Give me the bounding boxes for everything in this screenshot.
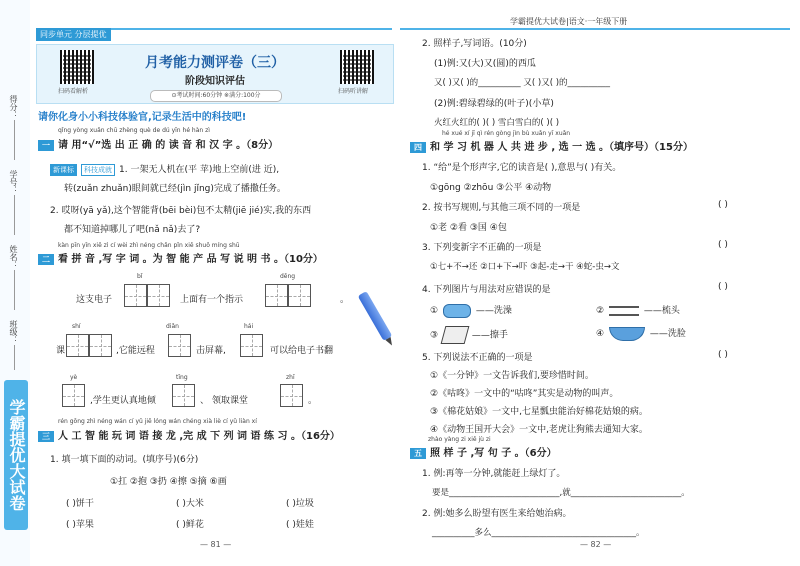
pinyin-bi: bǐ [137,273,143,280]
comb-icon [609,306,639,316]
question-1-line-1 [50,162,279,176]
line-3-text-e: 。 [308,396,318,406]
blank-1[interactable]: ( )饼干 [66,499,94,509]
blank-5[interactable]: ( )鲜花 [176,520,204,530]
answer-paren[interactable]: ( ) [718,350,728,360]
exam-info: ⊙考试时间:60分钟 ※满分:100分 [150,90,282,102]
student-number-label: 学号： [9,170,18,194]
stylus-pen-icon [358,291,393,341]
line-3-text-b: ,学生更认真地倾 [90,396,156,406]
section-1-heading [38,136,278,151]
example-2-blanks[interactable]: 火红火红的( )( ) 雪白雪白的( )( ) [434,118,560,128]
section-2-title: 看 拼 音 ,写 字 词 。为 智 能 产 品 写 说 明 书 。（10分） [58,254,323,265]
blank-4[interactable]: ( )苹果 [66,520,94,530]
writing-grid[interactable] [172,384,195,407]
student-number-line [14,195,15,235]
section-4-pinyin: hé xué xí jī qì rén gòng jìn bù xuǎn yī xuǎn [442,130,571,137]
series-title: 学霸提优大试卷|语文·一年级下册 [510,17,628,26]
option-b [596,303,680,316]
option-label: ① [430,306,439,316]
section-5-heading [410,444,557,459]
page-number: — 82 — [580,540,612,549]
option-d [596,326,686,341]
score-label: 得分： [9,95,18,119]
wash-basin-icon [609,327,645,341]
blank-2[interactable]: ( )大米 [176,499,204,509]
example-2: (2)例:碧绿碧绿的(叶子)(小草) [434,99,554,109]
section-2-pinyin: kàn pīn yīn xiě zì cí wèi zhì néng chǎn pǐn xiě shuō míng shū [58,242,240,249]
option-label: ③ [430,330,439,341]
qr-caption-left: 扫码看解析 [58,88,89,95]
question-text: 1. 一架无人机在(平 苹)地上空前(进 近), [119,165,280,175]
binding-spine [0,0,30,566]
name-line [14,270,15,310]
section-number: 三 [38,431,54,442]
writing-grid[interactable] [280,384,303,407]
class-label: 班级： [9,320,18,344]
line-3-text-c: 、 [200,396,210,406]
exam-title: 月考能力测评卷（三） [145,55,285,71]
writing-grid[interactable] [66,334,89,357]
pinyin-hai: hái [244,323,254,330]
s4-question-2: 2. 按书写规则,与其他三项不同的一项是 [422,203,581,213]
new-standard-tag: 新课标 [50,164,77,176]
question-2-title: 2. 照样子,写词语。(10分) [422,39,527,49]
right-page [400,0,800,566]
pinyin-ting: tīng [176,374,188,381]
s4-q5-option-3: ③《棉花姑娘》一文中,七星瓢虫能治好棉花姑娘的病。 [430,407,648,417]
s4-question-5: 5. 下列说法不正确的一项是 [422,353,533,363]
pinyin-deng: dēng [280,273,296,280]
writing-grid[interactable] [288,284,311,307]
option-label: ④ [596,329,605,339]
question-1-line-2: 转(zuǎn zhuǎn)眼间就已经(jìn jǐng)完成了播撒任务。 [64,184,286,194]
pinyin-zhi: zhī [286,374,295,381]
section-2-heading [38,250,323,265]
option-text: ——梳头 [643,306,680,316]
section-4-title: 和 学 习 机 器 人 共 进 步 , 选 一 选 。（填序号）（15分） [430,142,693,153]
line-2-text-c: 击屏幕, [196,346,226,356]
section-4-heading [410,138,693,153]
writing-grid[interactable] [240,334,263,357]
option-label: ② [596,306,605,316]
section-5-title: 照 样 子 ,写 句 子 。（6分） [430,448,557,459]
section-number: 二 [38,254,54,265]
section-1-pinyin: qǐng yòng xuǎn chū zhèng què de dú yīn hé hàn zì [58,127,210,134]
section-3-heading [38,427,340,442]
s4-question-1-options: ①gōng ②zhōu ③公平 ④动物 [430,183,552,193]
towel-icon [441,326,470,344]
unit-tag: 同步单元 分层提优 [36,28,111,41]
option-text: ——擦手 [471,330,508,341]
section-3-question-1: 1. 填一填下面的动词。(填序号)(6分) [50,455,199,465]
brand-logo: 学霸提优大试卷 [4,380,28,530]
line-3-text-d: 领取课堂 [212,396,249,406]
writing-grid[interactable] [147,284,170,307]
example-1: (1)例:又(大)又(圆)的西瓜 [434,59,536,69]
example-1-blanks[interactable]: 又( )又( )的__________ 又( )又( )的__________ [434,78,611,88]
line-1-text-a: 这支电子 [76,295,113,305]
s5-question-2-blank[interactable]: __________多么__________________________________。 [432,528,645,538]
answer-paren[interactable]: ( ) [718,240,728,250]
writing-grid[interactable] [265,284,288,307]
s4-question-4: 4. 下列图片与用法对应错误的是 [422,285,551,295]
s4-question-2-options: ①老 ②看 ③国 ④包 [430,223,507,233]
s5-question-2: 2. 例:她多么盼望有医生来给她治病。 [422,509,572,519]
section-number: 五 [410,448,426,459]
s4-q5-option-4: ④《动物王国开大会》一文中,老虎让狗熊去通知大家。 [430,425,648,435]
line-1-text-b: 上面有一个指示 [180,295,244,305]
question-2-line-1: 2. 哎呀(yā yǎ),这个智能背(bēi bèi)包不太精(jiē jié)实,我的东西 [50,206,312,216]
section-number: 一 [38,140,54,151]
question-2-line-2: 都不知道掉哪儿了吧(nǎ nǎ)去了? [64,225,201,235]
s5-question-1-blank[interactable]: 要是__________________________,就__________________________。 [432,488,690,498]
qr-caption-right: 扫码听讲解 [338,88,369,95]
slogan: 请你化身小小科技体验官,记录生活中的科技吧! [38,112,247,123]
s4-q5-option-2: ②《咕咚》一文中的“咕咚”其实是动物的叫声。 [430,389,619,399]
s4-q5-option-1: ①《一分钟》一文告诉我们,要珍惜时间。 [430,371,594,381]
s4-question-1: 1. “给”是个形声字,它的读音是( ),意思与( )有关。 [422,163,622,173]
pinyin-shi: shí [72,323,81,330]
score-line [14,120,15,160]
section-3-title: 人 工 智 能 玩 词 语 接 龙 ,完 成 下 列 词 语 练 习 。（16分） [58,431,340,442]
writing-grid[interactable] [89,334,112,357]
line-1-text-c: 。 [340,295,350,305]
section-1-title: 请 用“√”选 出 正 确 的 读 音 和 汉 字 。（8分） [58,140,279,151]
blank-6[interactable]: ( )娃娃 [286,520,314,530]
topic-tag: 科技成就 [81,164,115,176]
top-bar [400,28,790,30]
option-a [430,303,512,318]
pinyin-ye: yè [70,374,78,381]
question-text: 3. 下列变新字不正确的一项是 [422,243,542,253]
line-2-text-b: ,它能远程 [116,346,155,356]
writing-grid[interactable] [168,334,191,357]
blank-3[interactable]: ( )垃圾 [286,499,314,509]
line-2-text-d: 可以给电子书翻 [270,346,334,356]
section-5-pinyin: zhào yàng zi xiě jù zi [428,436,491,443]
s5-question-1: 1. 例:再等一分钟,就能赶上绿灯了。 [422,469,566,479]
page-number: — 81 — [200,540,232,549]
soap-icon [443,304,471,318]
line-2-text-a: 课 [56,346,66,356]
section-number: 四 [410,142,426,153]
verb-options: ①扛 ②抱 ③扔 ④擦 ⑤摘 ⑥画 [110,477,227,487]
section-3-pinyin: rén gōng zhì néng wán cí yǔ jiē lóng wán chéng xià liè cí yǔ liàn xí [58,418,257,425]
qr-code-icon[interactable] [60,50,94,84]
writing-grid[interactable] [124,284,147,307]
class-line [14,345,15,370]
pinyin-dian: diǎn [166,323,179,330]
option-text: ——洗脸 [649,329,686,339]
name-label: 姓名： [9,245,18,269]
option-text: ——洗澡 [475,306,512,316]
s4-question-3-options: ①七+不→还 ②口+下→吓 ③起-走→干 ④蛇-虫→文 [430,262,620,272]
qr-code-icon[interactable] [340,50,374,84]
writing-grid[interactable] [62,384,85,407]
answer-paren[interactable]: ( ) [718,200,728,210]
answer-paren[interactable]: ( ) [718,282,728,292]
option-c [430,326,508,344]
exam-subtitle: 阶段知识评估 [185,76,245,87]
